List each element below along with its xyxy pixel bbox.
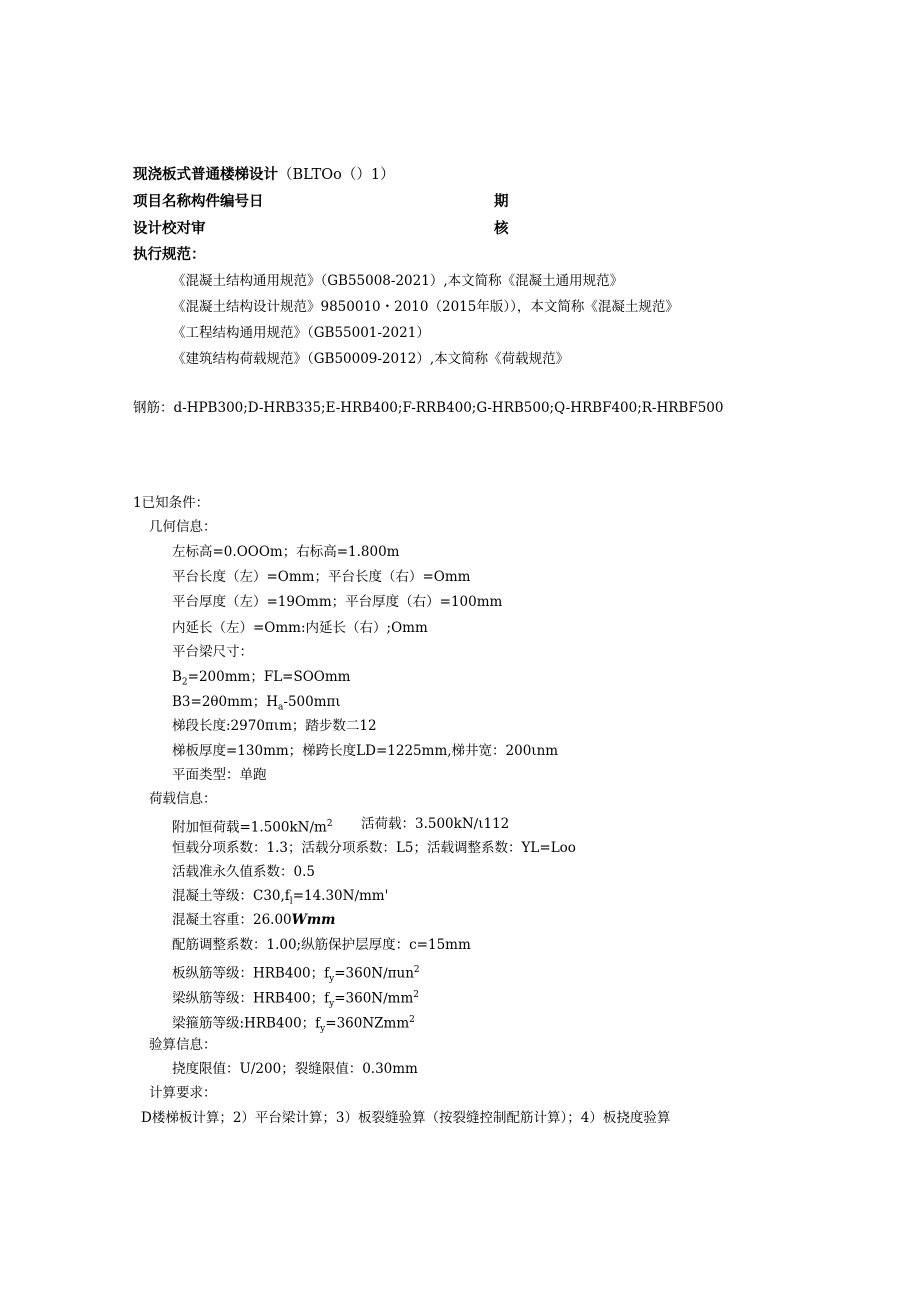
geometry-line: 内延长（左）=Omm:内延长（右）;Omm (172, 620, 428, 636)
standard-item: 《混凝土结构设计规范》9850010・2010（2015年版）），本文简称《混凝土规范》 (172, 299, 679, 315)
dead-load: 附加恒荷载=1.500kN∕m (172, 819, 327, 836)
beam-b3-line (172, 693, 341, 717)
beam-rebar-line (172, 986, 419, 1013)
check-label: 验算信息： (149, 1037, 217, 1053)
stirrup-rebar-sup: 2 (409, 1015, 415, 1025)
design-row-left: 设计校对审 (133, 221, 206, 237)
section-title: 1已知条件： (133, 495, 210, 511)
dead-load-line (172, 815, 333, 837)
project-row-right: 期 (494, 194, 509, 210)
design-row-right: 核 (494, 221, 509, 237)
page-title (133, 166, 395, 184)
geometry-line: 平台长度（左）=Omm；平台长度（右）=Omm (172, 569, 471, 585)
b3-sub: a (278, 702, 284, 713)
title-main: 现浇板式普通楼梯设计 (133, 167, 278, 183)
calc-label: 计算要求： (149, 1085, 217, 1101)
b3-pre: B3=2θ0mm；H (172, 694, 279, 710)
beam-rebar-sup: 2 (413, 990, 419, 1000)
standard-item: 《混凝土结构通用规范》（GB55008-2021）,本文简称《混凝土通用规范》 (172, 273, 624, 289)
concrete-density: 混凝土容重：26.00 (172, 912, 292, 928)
load-line: 配筋调整系数：1.00;纵筋保护层厚度：c=15mm (172, 937, 471, 953)
title-code: （BLTOo（）1） (278, 167, 395, 183)
beam-rebar-pre: 梁纵筋等级：HRB400；f (172, 990, 330, 1007)
geometry-line: 左标高=0.OOOm；右标高=1.800m (172, 544, 400, 560)
slab-rebar-line (172, 961, 420, 988)
concrete-strength: =14.30N∕mm' (292, 888, 389, 904)
standards-label: 执行规范： (133, 247, 206, 263)
b2-post: =200mm；FL=SOOmm (187, 669, 351, 685)
standard-item: 《建筑结构荷载规范》（GB50009-2012）,本文简称《荷载规范》 (172, 351, 570, 367)
geometry-line: 梯板厚度=130mm；梯跨长度LD=1225mm,梯井宽：200ιnm (172, 743, 559, 759)
slab-rebar-pre: 板纵筋等级：HRB400；f (172, 965, 330, 982)
geometry-line: 平台梁尺寸： (172, 644, 253, 660)
standard-item: 《工程结构通用规范》（GB55001-2021） (172, 325, 430, 341)
b3-post: -500mπι (283, 694, 341, 710)
geometry-line: 梯段长度:2970πιm；踏步数二12 (172, 718, 377, 734)
stirrup-rebar-pre: 梁箍筋等级:HRB400；f (172, 1015, 321, 1032)
geometry-label: 几何信息： (149, 519, 217, 535)
slab-rebar-sub: y (329, 974, 335, 985)
concrete-grade-line (172, 887, 388, 911)
beam-b2-line (172, 668, 350, 692)
geometry-line: 平台厚度（左）=19Omm；平台厚度（右）=100mm (172, 594, 503, 610)
load-line: 活载准永久值系数：0.5 (172, 864, 315, 880)
beam-rebar-post: =360N∕mm (334, 990, 414, 1007)
concrete-grade: 混凝土等级：C30,f (172, 888, 290, 904)
b2-sub: 2 (181, 677, 188, 688)
density-unit: Wmm (291, 912, 336, 928)
slab-rebar-post: =360N∕πun (334, 965, 414, 982)
stirrup-rebar-line (172, 1011, 415, 1038)
b2-pre: B (172, 669, 182, 685)
stirrup-rebar-sub: y (320, 1024, 326, 1035)
geometry-line: 平面类型：单跑 (172, 767, 267, 783)
stirrup-rebar-post: =360NZmm (325, 1015, 410, 1032)
project-row-left: 项目名称构件编号日 (133, 194, 264, 210)
concrete-density-line (172, 911, 335, 929)
beam-rebar-sub: y (329, 999, 335, 1010)
calc-line: D楼梯板计算；2）平台梁计算；3）板裂缝验算（按裂缝控制配筋计算）；4）板挠度验算 (141, 1110, 671, 1126)
check-line: 挠度限值：U/200；裂缝限值：0.30mm (172, 1061, 418, 1077)
dead-load-sup: 2 (326, 819, 333, 829)
load-label: 荷载信息： (149, 791, 217, 807)
slab-rebar-sup: 2 (413, 965, 420, 975)
live-load: 活荷载：3.500kN∕ι112 (361, 816, 510, 832)
load-line: 恒载分项系数：1.3；活载分项系数：L5；活载调整系数：YL=Loo (172, 840, 576, 856)
concrete-sub: l (289, 896, 293, 907)
rebar-grades: 钢筋：d-HPB300;D-HRB335;E-HRB400;F-RRB400;G-HRB500;Q-HRBF400;R-HRBF500 (133, 400, 724, 416)
